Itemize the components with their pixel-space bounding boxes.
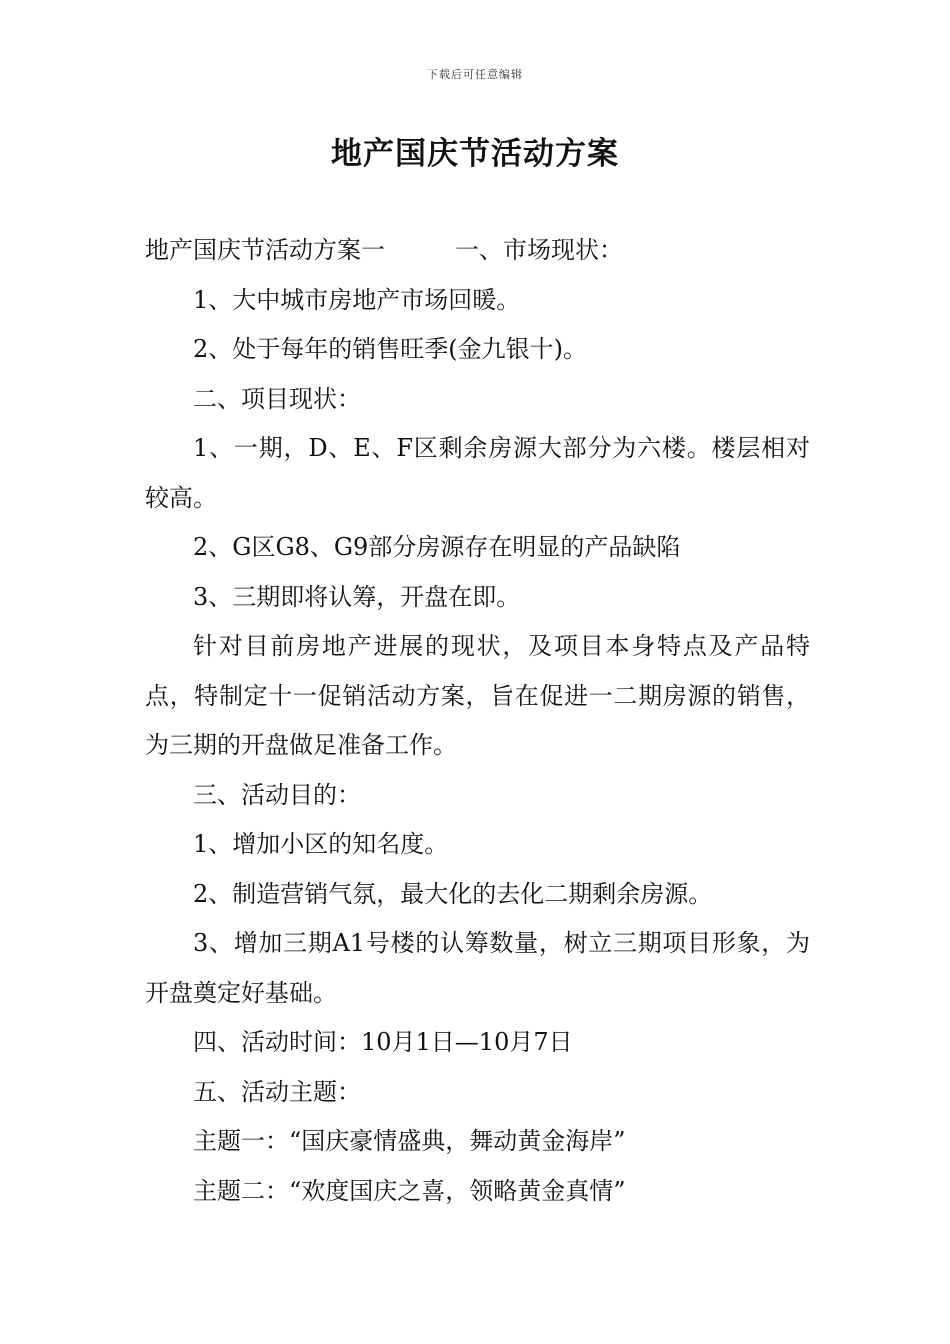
section-heading-2: 二、项目现状： bbox=[193, 384, 361, 413]
paragraph-4: 2、G区G8、G9部分房源存在明显的产品缺陷 bbox=[193, 533, 681, 561]
paragraph-1: 1、大中城市房地产市场回暖。 bbox=[193, 285, 521, 314]
paragraph-3: 1、一期，D、E、F区剩余房源大部分为六楼。楼层相对较高。 bbox=[145, 434, 810, 512]
paragraph-8: 2、制造营销气氛，最大化的去化二期剩余房源。 bbox=[193, 879, 713, 908]
theme-1: 主题一：“国庆豪情盛典，舞动黄金海岸” bbox=[193, 1127, 626, 1155]
intro-prefix: 地产国庆节活动方案一 bbox=[145, 236, 385, 264]
section-heading-4: 四、活动时间：10月1日—10月7日 bbox=[193, 1028, 573, 1056]
paragraph-6: 针对目前房地产进展的现状，及项目本身特点及产品特点，特制定十一促销活动方案，旨在促进一二期房源的销售，为三期的开盘做足准备工作。 bbox=[145, 632, 810, 759]
document-title: 地产国庆节活动方案 bbox=[331, 136, 619, 172]
intro-section-heading: 一、市场现状： bbox=[455, 236, 623, 264]
paragraph-5: 3、三期即将认筹，开盘在即。 bbox=[193, 582, 521, 611]
paragraph-7: 1、增加小区的知名度。 bbox=[193, 830, 449, 858]
section-heading-5: 五、活动主题： bbox=[193, 1077, 361, 1106]
paragraph-2: 2、处于每年的销售旺季(金九银十)。 bbox=[193, 335, 587, 363]
header-note: 下载后可任意编辑 bbox=[427, 68, 523, 81]
section-heading-3: 三、活动目的： bbox=[193, 780, 361, 809]
theme-2: 主题二：“欢度国庆之喜，领略黄金真情” bbox=[193, 1176, 626, 1205]
paragraph-9: 3、增加三期A1号楼的认筹数量，树立三期项目形象，为开盘奠定好基础。 bbox=[145, 929, 810, 1007]
intro-paragraph bbox=[145, 226, 810, 276]
document-body bbox=[145, 226, 810, 1216]
